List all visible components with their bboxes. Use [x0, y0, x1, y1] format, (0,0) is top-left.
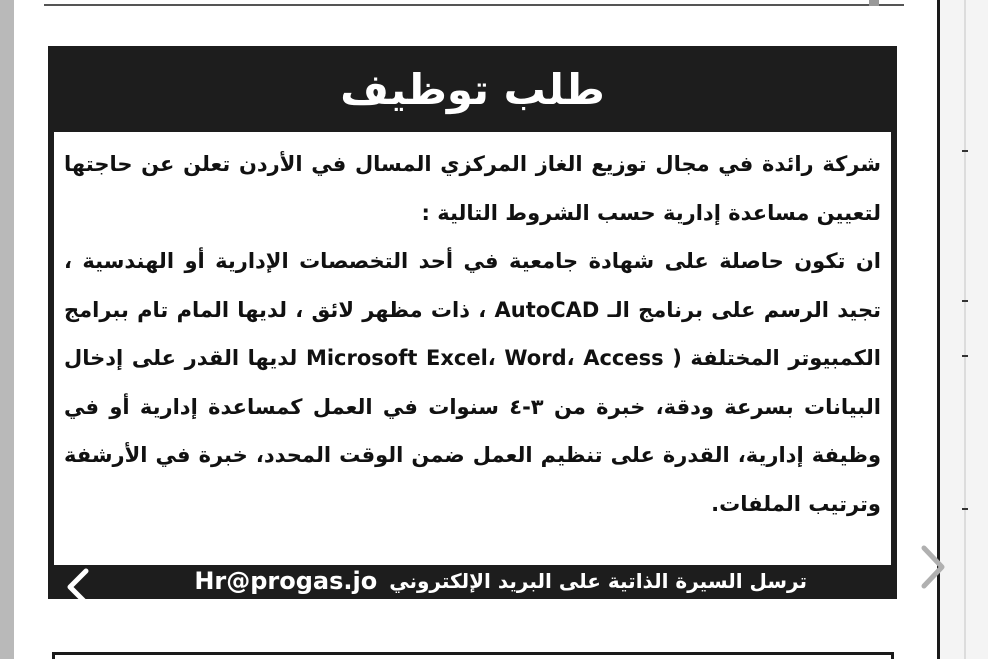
- chevron-right-icon[interactable]: [914, 542, 950, 592]
- ad-footer: [48, 565, 897, 599]
- page-divider: [964, 0, 966, 659]
- next-ad-box: [52, 652, 894, 659]
- left-gutter: [0, 0, 14, 659]
- ad-requirements-paragraph: ان تكون حاصلة على شهادة جامعية في أحد التخصصات الإدارية أو الهندسية ، تجيد الرسم على برنامج الـ AutoCAD ، ذات مظهر لائق ، لديها المام تام ببرامج الكمبيوتر المختلفة ( Microsoft Excel، Word، Access لديها القدر على إدخال البيانات بسرعة ودقة، خبرة من ٣-٤ سنوات في العمل كمساعدة إدارية أو في وظيفة إدارية، القدرة على تنظيم العمل ضمن الوقت المحدد، خبرة في الأرشفة وترتيب الملفات.: [64, 249, 882, 516]
- newspaper-page: [14, 0, 940, 659]
- ad-body: [54, 132, 891, 565]
- top-mark: [869, 0, 879, 6]
- contact-line: [194, 559, 807, 603]
- ad-title: طلب توظيف: [340, 64, 605, 114]
- edge-mark: [962, 150, 968, 152]
- chevron-left-icon[interactable]: [62, 567, 94, 607]
- edge-mark: [962, 355, 968, 357]
- ad-intro-paragraph: شركة رائدة في مجال توزيع الغاز المركزي المسال في الأردن تعلن عن حاجتها لتعيين مساعدة إدارية حسب الشروط التالية :: [64, 152, 881, 225]
- top-rule: [44, 0, 904, 6]
- edge-mark: [962, 300, 968, 302]
- contact-text: ترسل السيرة الذاتية على البريد الإلكتروني: [389, 569, 807, 593]
- contact-email[interactable]: Hr@progas.jo: [194, 567, 378, 595]
- edge-mark: [962, 508, 968, 510]
- job-advertisement: [48, 46, 897, 599]
